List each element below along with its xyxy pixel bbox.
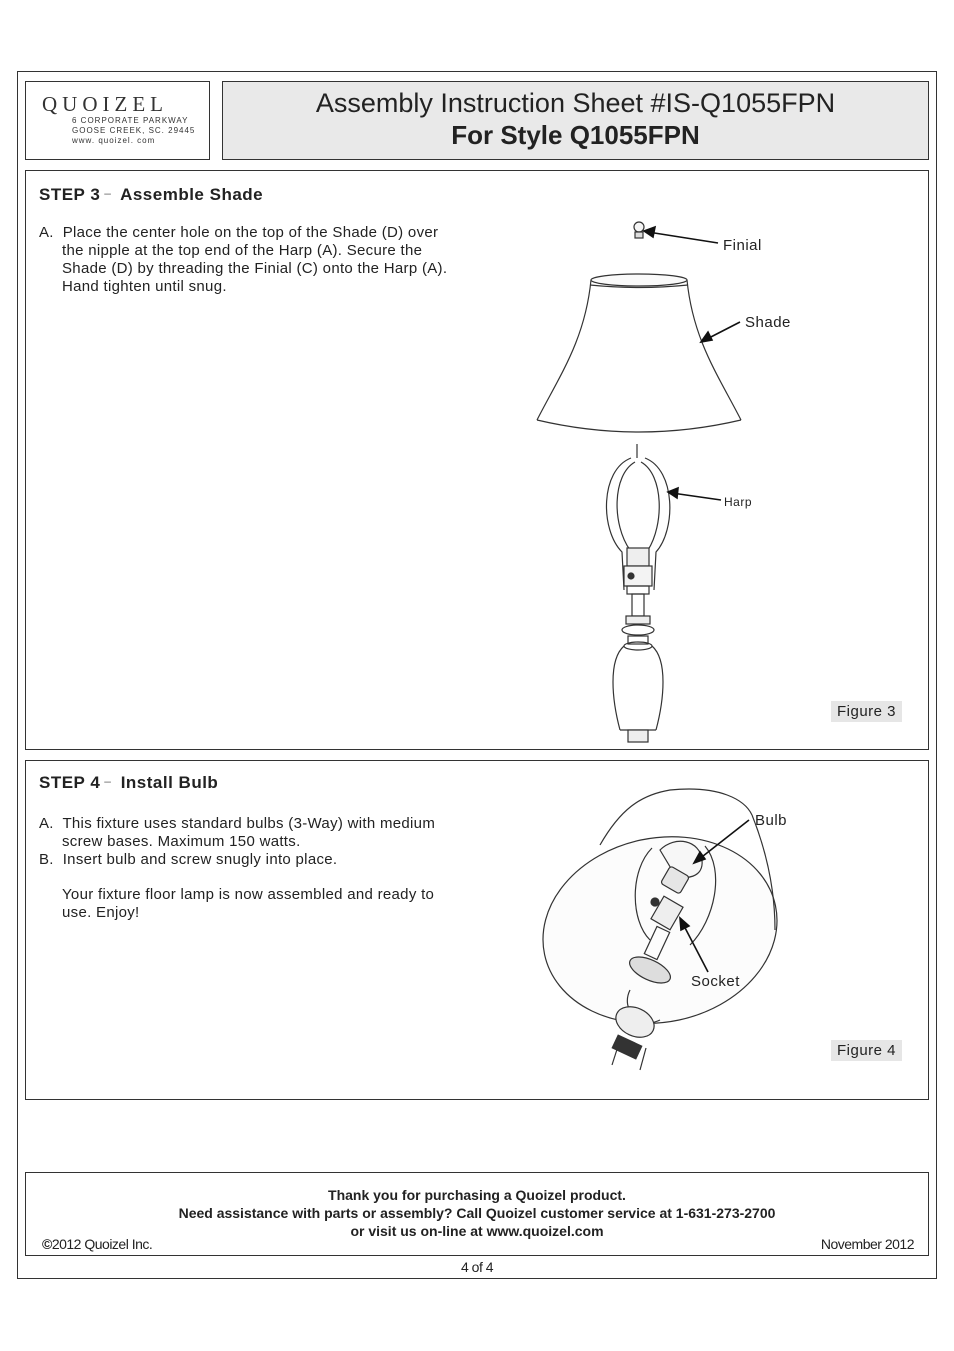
step-3-number: STEP 3 xyxy=(39,185,101,204)
instruction-letter: A. xyxy=(39,224,54,241)
shade-callout: Shade xyxy=(745,314,791,331)
instruction-text: Insert bulb and screw snugly into place. xyxy=(62,851,338,868)
copyright-text: 2012 Quoizel Inc. xyxy=(51,1236,153,1252)
figure-3-label: Figure 3 xyxy=(831,701,902,722)
bulb-callout: Bulb xyxy=(755,812,788,829)
instruction-text: This fixture uses standard bulbs (3-Way) with medium xyxy=(62,815,436,832)
socket-callout: Socket xyxy=(691,973,740,990)
instruction-text: Place the center hole on the top of the Shade (D) over xyxy=(62,224,439,241)
logo-website: www. quoizel. com xyxy=(72,136,156,145)
instruction-cont: Hand tighten until snug. xyxy=(62,278,227,295)
page-number: 4 of 4 xyxy=(460,1259,494,1275)
step-3-title: Assemble Shade xyxy=(120,185,264,204)
brand-logo: QUOIZEL xyxy=(42,92,168,116)
footer-date: November 2012 xyxy=(820,1236,914,1252)
document-title: Assembly Instruction Sheet #IS-Q1055FPN xyxy=(315,88,836,118)
closing-line: Your fixture floor lamp is now assembled and ready to xyxy=(62,886,435,903)
figure-4-label: Figure 4 xyxy=(831,1040,902,1061)
finial-callout: Finial xyxy=(723,237,762,254)
copyright-icon: © xyxy=(42,1236,52,1252)
instruction-letter: A. xyxy=(39,815,54,832)
address-line-2: GOOSE CREEK, SC. 29445 xyxy=(72,126,196,135)
step-3-separator: – xyxy=(104,186,112,200)
closing-line: use. Enjoy! xyxy=(62,904,140,921)
footer-thanks: Thank you for purchasing a Quoizel product. xyxy=(328,1187,626,1203)
instruction-cont: the nipple at the top end of the Harp (A). Secure the xyxy=(62,242,423,259)
copyright xyxy=(42,1236,152,1252)
harp-callout: Harp xyxy=(724,495,753,509)
instruction-cont: Shade (D) by threading the Finial (C) onto the Harp (A). xyxy=(62,260,448,277)
step-4-title: Install Bulb xyxy=(120,773,219,792)
step-4-number: STEP 4 xyxy=(39,773,101,792)
style-title: For Style Q1055FPN xyxy=(451,120,700,150)
instruction-letter: B. xyxy=(39,851,54,868)
footer-website: or visit us on-line at www.quoizel.com xyxy=(350,1223,604,1239)
step-4-separator: – xyxy=(104,774,112,788)
footer-assistance: Need assistance with parts or assembly? Call Quoizel customer service at 1-631-273-2700 xyxy=(178,1205,776,1221)
instruction-cont: screw bases. Maximum 150 watts. xyxy=(62,833,301,850)
footer xyxy=(25,1172,929,1256)
address-line-1: 6 CORPORATE PARKWAY xyxy=(72,116,189,125)
